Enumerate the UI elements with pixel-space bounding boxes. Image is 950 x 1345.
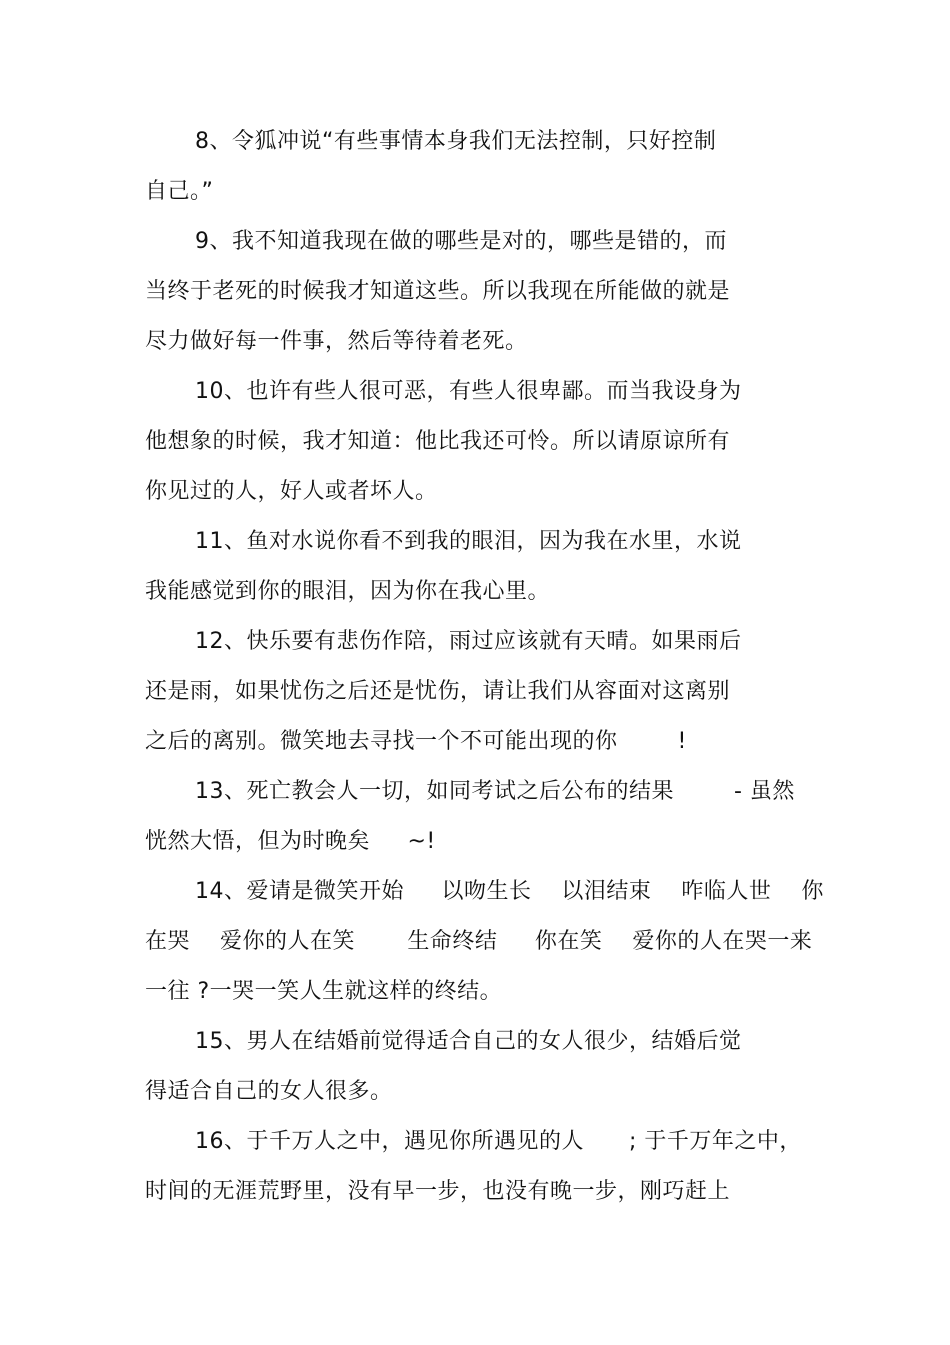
text-line: 当终于老死的时候我才知道这些。所以我现在所能做的就是	[145, 279, 731, 304]
text-line: 15、男人在结婚前觉得适合自己的女人很少，结婚后觉	[195, 1029, 742, 1054]
text-line: 9、我不知道我现在做的哪些是对的，哪些是错的，而	[195, 229, 727, 254]
text-line: 得适合自己的女人很多。	[145, 1079, 393, 1104]
text-line: 之后的离别。微笑地去寻找一个不可能出现的你 !	[145, 729, 687, 754]
text-line: 一往 ?一哭一笑人生就这样的终结。	[145, 979, 503, 1004]
text-line: 他想象的时候，我才知道：他比我还可怜。所以请原谅所有	[145, 429, 731, 454]
text-line: 我能感觉到你的眼泪，因为你在我心里。	[145, 579, 551, 604]
text-line: 尽力做好每一件事，然后等待着老死。	[145, 329, 528, 354]
text-line: 时间的无涯荒野里，没有早一步，也没有晚一步，刚巧赶上	[145, 1179, 731, 1204]
text-line: 14、爱请是微笑开始 以吻生长 以泪结束 咋临人世 你	[195, 879, 824, 904]
text-line: 12、快乐要有悲伤作陪，雨过应该就有天晴。如果雨后	[195, 629, 742, 654]
text-line: 还是雨，如果忧伤之后还是忧伤，请让我们从容面对这离别	[145, 679, 731, 704]
text-line: 10、也许有些人很可恶，有些人很卑鄙。而当我设身为	[195, 379, 742, 404]
text-line: 13、死亡教会人一切，如同考试之后公布的结果 - 虽然	[195, 779, 795, 804]
text-line: 16、于千万人之中，遇见你所遇见的人 ; 于千万年之中，	[195, 1129, 802, 1154]
text-line: 在哭 爱你的人在笑 生命终结 你在笑 爱你的人在哭一来	[145, 929, 813, 954]
text-line: 恍然大悟，但为时晚矣 ~!	[145, 829, 436, 854]
text-line: 8、令狐冲说“有些事情本身我们无法控制，只好控制	[195, 129, 717, 154]
text-line: 自己。”	[145, 179, 214, 204]
text-line: 11、鱼对水说你看不到我的眼泪，因为我在水里，水说	[195, 529, 742, 554]
text-line: 你见过的人，好人或者坏人。	[145, 479, 438, 504]
